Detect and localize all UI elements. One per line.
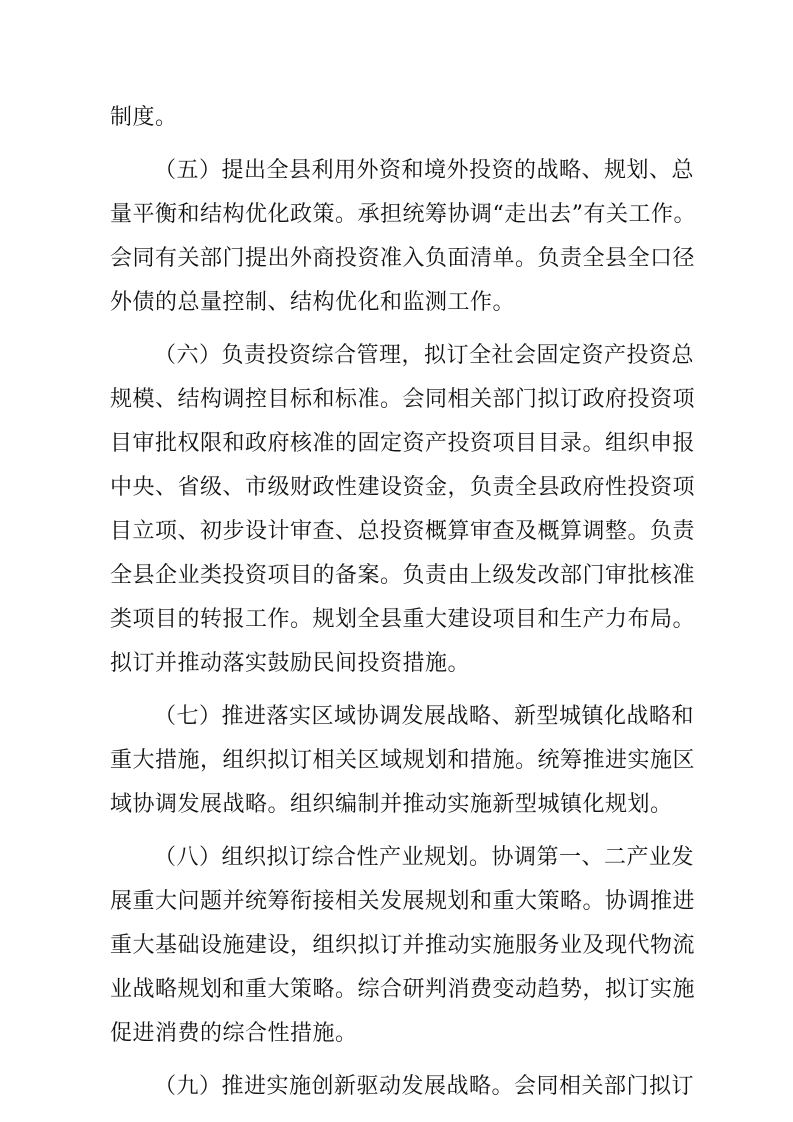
text-line: （九）推进实施创新驱动发展战略。会同相关部门拟订 xyxy=(154,1074,695,1099)
text-line: 会同有关部门提出外商投资准入负面清单。负责全县全口径 xyxy=(110,246,696,271)
text-line: 重大基础设施建设，组织拟订并推动实施服务业及现代物流 xyxy=(110,933,696,958)
text-line: 目审批权限和政府核准的固定资产投资项目目录。组织申报 xyxy=(110,431,696,456)
text-line: 重大措施，组织拟订相关区域规划和措施。统筹推进实施区 xyxy=(110,748,696,773)
text-line: （八）组织拟订综合性产业规划。协调第一、二产业发 xyxy=(154,845,695,870)
text-line: （六）负责投资综合管理，拟订全社会固定资产投资总 xyxy=(154,343,695,368)
text-line: （七）推进落实区域协调发展战略、新型城镇化战略和 xyxy=(154,704,695,729)
paragraph-item-9 xyxy=(110,1065,695,1109)
text-line: 全县企业类投资项目的备案。负责由上级发改部门审批核准 xyxy=(110,563,696,588)
document-body xyxy=(110,96,696,1109)
text-line: 外债的总量控制、结构优化和监测工作。 xyxy=(110,290,516,315)
text-line: 促进消费的综合性措施。 xyxy=(110,1021,358,1046)
paragraph-item-7 xyxy=(110,695,696,827)
text-line: 拟订并推动落实鼓励民间投资措施。 xyxy=(110,651,471,676)
text-line: 量平衡和结构优化政策。承担统筹协调“走出去”有关工作。 xyxy=(110,202,696,227)
text-line: （五）提出全县利用外资和境外投资的战略、规划、总 xyxy=(154,158,695,183)
paragraph-item-5 xyxy=(110,149,696,325)
text-line: 规模、结构调控目标和标准。会同相关部门拟订政府投资项 xyxy=(110,387,696,412)
text-line: 类项目的转报工作。规划全县重大建设项目和生产力布局。 xyxy=(110,607,696,632)
text-line: 目立项、初步设计审查、总投资概算审查及概算调整。负责 xyxy=(110,519,696,544)
paragraph-continuation xyxy=(110,96,685,140)
text-line: 业战略规划和重大策略。综合研判消费变动趋势，拟订实施 xyxy=(110,977,696,1002)
text-line: 展重大问题并统筹衔接相关发展规划和重大策略。协调推进 xyxy=(110,889,696,914)
paragraph-item-6 xyxy=(110,334,696,686)
text-line: 域协调发展战略。组织编制并推动实施新型城镇化规划。 xyxy=(110,792,673,817)
text-line: 制度。 xyxy=(110,105,178,130)
text-line: 中央、省级、市级财政性建设资金，负责全县政府性投资项 xyxy=(110,475,696,500)
paragraph-item-8 xyxy=(110,836,696,1056)
